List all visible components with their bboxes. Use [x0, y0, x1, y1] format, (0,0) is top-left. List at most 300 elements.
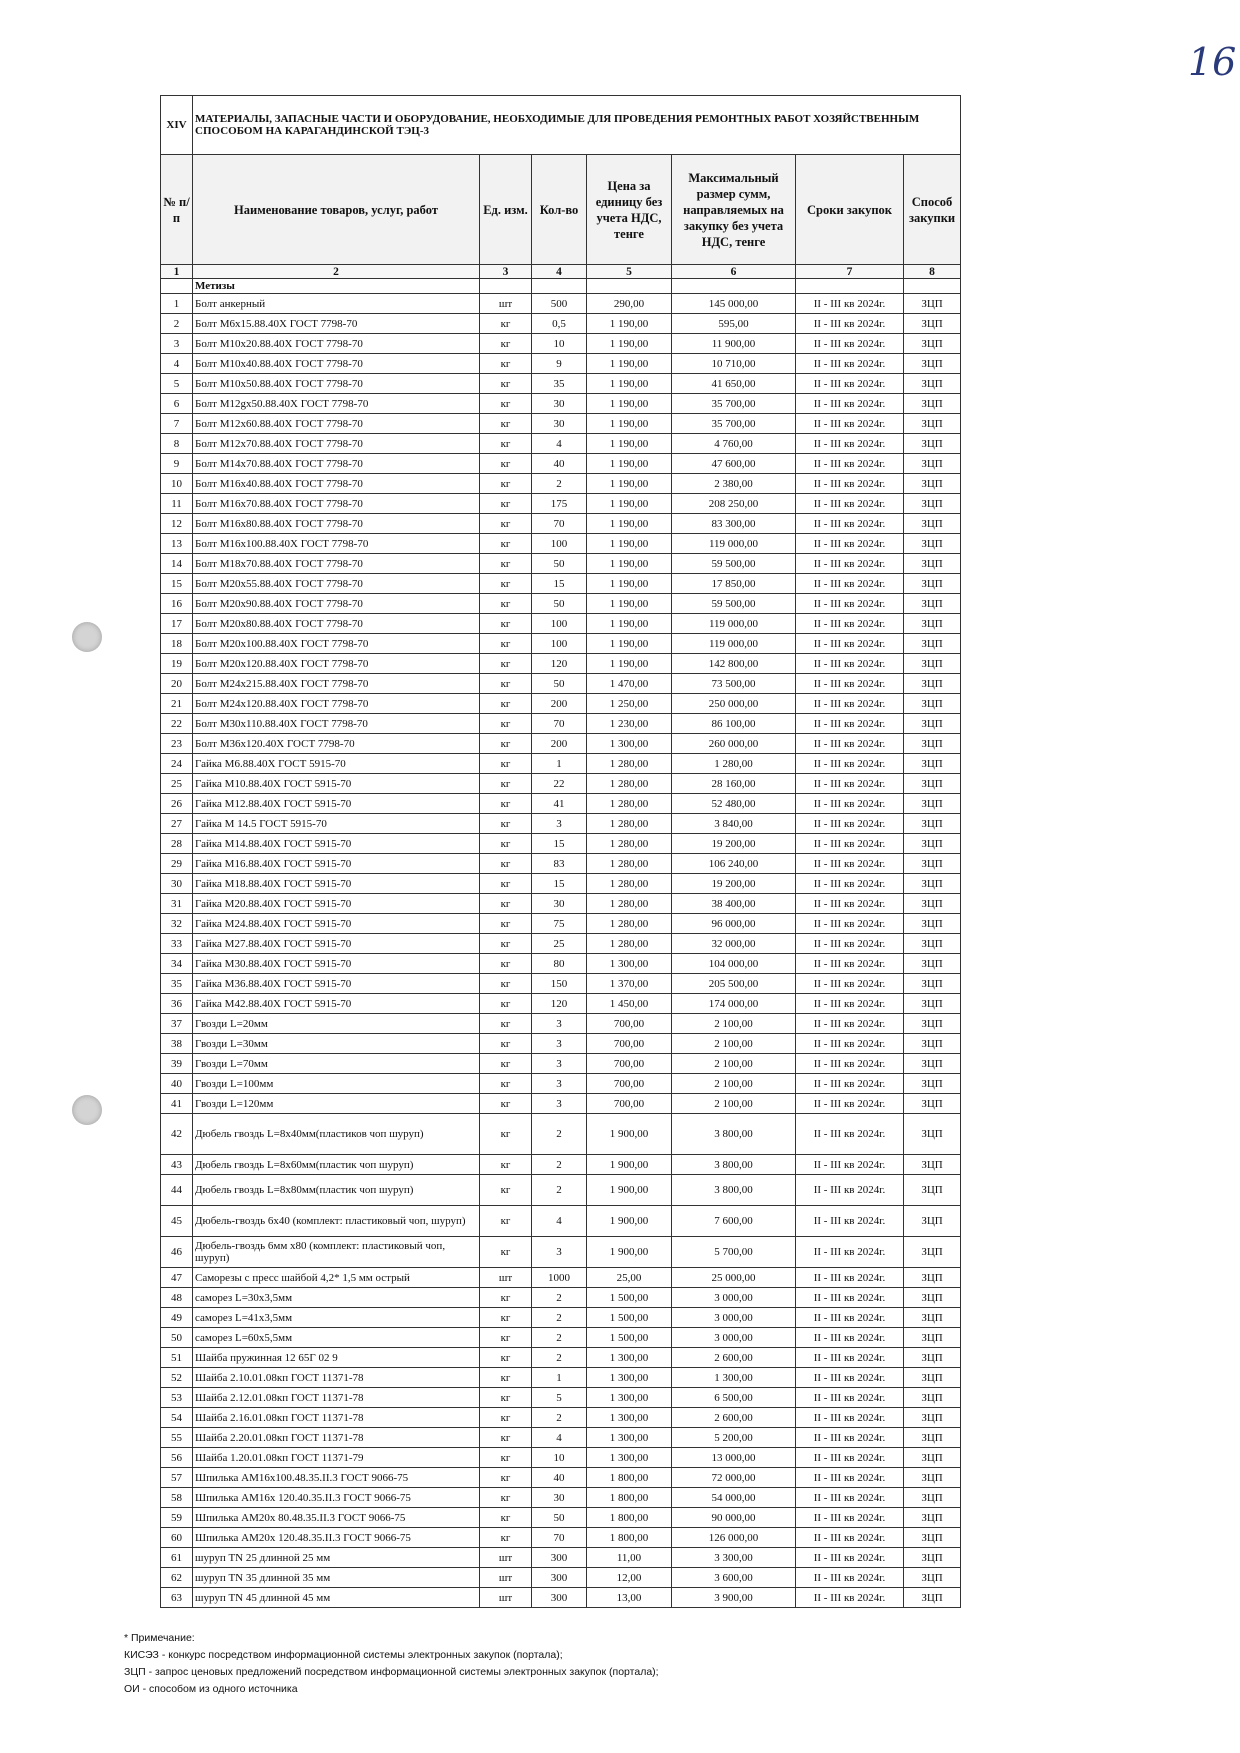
column-number: 4: [532, 265, 587, 279]
item-name: шуруп TN 25 длинной 25 мм: [193, 1548, 480, 1568]
quantity-cell: 5: [532, 1388, 587, 1408]
item-name: Болт М12gх50.88.40Х ГОСТ 7798-70: [193, 394, 480, 414]
column-number-row: [161, 265, 961, 279]
method-cell: ЗЦП: [904, 934, 961, 954]
item-name: Болт М12х70.88.40Х ГОСТ 7798-70: [193, 434, 480, 454]
unit-cell: кг: [480, 1094, 532, 1114]
method-cell: ЗЦП: [904, 1388, 961, 1408]
term-cell: II - III кв 2024г.: [796, 674, 904, 694]
price-cell: 1 190,00: [587, 394, 672, 414]
unit-cell: кг: [480, 1054, 532, 1074]
table-row: [161, 1328, 961, 1348]
item-name: Дюбель гвоздь L=8х40мм(пластиков чоп шуруп): [193, 1114, 480, 1155]
group-row: [161, 279, 961, 294]
table-row: [161, 614, 961, 634]
method-cell: ЗЦП: [904, 754, 961, 774]
price-cell: 1 190,00: [587, 514, 672, 534]
row-number: 49: [161, 1308, 193, 1328]
procurement-table: [160, 95, 961, 1608]
method-cell: ЗЦП: [904, 874, 961, 894]
price-cell: 1 300,00: [587, 1408, 672, 1428]
method-cell: ЗЦП: [904, 1468, 961, 1488]
method-cell: ЗЦП: [904, 794, 961, 814]
term-cell: II - III кв 2024г.: [796, 1508, 904, 1528]
term-cell: II - III кв 2024г.: [796, 794, 904, 814]
term-cell: II - III кв 2024г.: [796, 1568, 904, 1588]
price-cell: 1 280,00: [587, 834, 672, 854]
method-cell: ЗЦП: [904, 534, 961, 554]
unit-cell: кг: [480, 434, 532, 454]
item-name: Гайка М16.88.40Х ГОСТ 5915-70: [193, 854, 480, 874]
unit-cell: кг: [480, 534, 532, 554]
price-cell: 1 500,00: [587, 1288, 672, 1308]
item-name: Дюбель-гвоздь 6мм х80 (комплект: пластиковый чоп, шуруп): [193, 1237, 480, 1268]
unit-cell: кг: [480, 414, 532, 434]
max-sum-cell: 119 000,00: [672, 614, 796, 634]
term-cell: II - III кв 2024г.: [796, 694, 904, 714]
quantity-cell: 15: [532, 574, 587, 594]
item-name: Гвозди L=70мм: [193, 1054, 480, 1074]
unit-cell: кг: [480, 594, 532, 614]
term-cell: II - III кв 2024г.: [796, 414, 904, 434]
item-name: Шпилька АМ16х100.48.35.II.3 ГОСТ 9066-75: [193, 1468, 480, 1488]
unit-cell: кг: [480, 674, 532, 694]
price-cell: 1 280,00: [587, 934, 672, 954]
unit-cell: кг: [480, 574, 532, 594]
row-number: 33: [161, 934, 193, 954]
column-number: 3: [480, 265, 532, 279]
table-row: [161, 774, 961, 794]
item-name: Болт М16х80.88.40Х ГОСТ 7798-70: [193, 514, 480, 534]
term-cell: II - III кв 2024г.: [796, 934, 904, 954]
quantity-cell: 2: [532, 474, 587, 494]
term-cell: II - III кв 2024г.: [796, 894, 904, 914]
unit-cell: кг: [480, 374, 532, 394]
table-row: [161, 1054, 961, 1074]
item-name: Гайка М36.88.40Х ГОСТ 5915-70: [193, 974, 480, 994]
term-cell: II - III кв 2024г.: [796, 434, 904, 454]
table-row: [161, 714, 961, 734]
term-cell: II - III кв 2024г.: [796, 774, 904, 794]
unit-cell: кг: [480, 814, 532, 834]
term-cell: II - III кв 2024г.: [796, 1588, 904, 1608]
method-cell: ЗЦП: [904, 1328, 961, 1348]
table-row: [161, 1094, 961, 1114]
method-cell: ЗЦП: [904, 774, 961, 794]
unit-cell: кг: [480, 314, 532, 334]
row-number: 58: [161, 1488, 193, 1508]
row-number: 26: [161, 794, 193, 814]
method-cell: ЗЦП: [904, 574, 961, 594]
quantity-cell: 70: [532, 714, 587, 734]
table-row: [161, 1288, 961, 1308]
item-name: Гайка М30.88.40Х ГОСТ 5915-70: [193, 954, 480, 974]
table-row: [161, 1428, 961, 1448]
item-name: Болт М30х110.88.40Х ГОСТ 7798-70: [193, 714, 480, 734]
row-number: 43: [161, 1155, 193, 1175]
term-cell: II - III кв 2024г.: [796, 914, 904, 934]
unit-cell: кг: [480, 1468, 532, 1488]
max-sum-cell: 104 000,00: [672, 954, 796, 974]
unit-cell: кг: [480, 1237, 532, 1268]
method-cell: ЗЦП: [904, 714, 961, 734]
term-cell: II - III кв 2024г.: [796, 1488, 904, 1508]
term-cell: II - III кв 2024г.: [796, 1288, 904, 1308]
quantity-cell: 30: [532, 414, 587, 434]
price-cell: 1 190,00: [587, 574, 672, 594]
table-row: [161, 1034, 961, 1054]
method-cell: ЗЦП: [904, 1014, 961, 1034]
term-cell: II - III кв 2024г.: [796, 1175, 904, 1206]
price-cell: 1 300,00: [587, 1388, 672, 1408]
item-name: Болт анкерный: [193, 294, 480, 314]
header-max-sum: Максимальный размер сумм, направляемых на закупку без учета НДС, тенге: [672, 155, 796, 265]
table-row: [161, 1468, 961, 1488]
table-row: [161, 1548, 961, 1568]
quantity-cell: 1: [532, 754, 587, 774]
max-sum-cell: 25 000,00: [672, 1268, 796, 1288]
price-cell: 700,00: [587, 1034, 672, 1054]
item-name: Гайка М24.88.40Х ГОСТ 5915-70: [193, 914, 480, 934]
table-row: [161, 1568, 961, 1588]
max-sum-cell: 119 000,00: [672, 634, 796, 654]
price-cell: 1 280,00: [587, 794, 672, 814]
method-cell: ЗЦП: [904, 434, 961, 454]
term-cell: II - III кв 2024г.: [796, 354, 904, 374]
max-sum-cell: 38 400,00: [672, 894, 796, 914]
unit-cell: шт: [480, 1548, 532, 1568]
price-cell: 1 300,00: [587, 1368, 672, 1388]
row-number: 39: [161, 1054, 193, 1074]
item-name: Гайка М42.88.40Х ГОСТ 5915-70: [193, 994, 480, 1014]
term-cell: II - III кв 2024г.: [796, 854, 904, 874]
row-number: 56: [161, 1448, 193, 1468]
max-sum-cell: 3 300,00: [672, 1548, 796, 1568]
quantity-cell: 25: [532, 934, 587, 954]
table-row: [161, 1155, 961, 1175]
table-row: [161, 514, 961, 534]
table-row: [161, 1114, 961, 1155]
item-name: Болт М20х120.88.40Х ГОСТ 7798-70: [193, 654, 480, 674]
unit-cell: кг: [480, 714, 532, 734]
quantity-cell: 30: [532, 1488, 587, 1508]
row-number: 34: [161, 954, 193, 974]
max-sum-cell: 3 000,00: [672, 1328, 796, 1348]
unit-cell: кг: [480, 774, 532, 794]
term-cell: II - III кв 2024г.: [796, 554, 904, 574]
unit-cell: кг: [480, 1348, 532, 1368]
unit-cell: кг: [480, 1448, 532, 1468]
quantity-cell: 4: [532, 434, 587, 454]
price-cell: 1 450,00: [587, 994, 672, 1014]
method-cell: ЗЦП: [904, 394, 961, 414]
term-cell: II - III кв 2024г.: [796, 954, 904, 974]
method-cell: ЗЦП: [904, 914, 961, 934]
unit-cell: кг: [480, 894, 532, 914]
max-sum-cell: 54 000,00: [672, 1488, 796, 1508]
table-row: [161, 434, 961, 454]
unit-cell: кг: [480, 1528, 532, 1548]
footnote-line: КИСЭЗ - конкурс посредством информационной системы электронных закупок (портала);: [124, 1649, 563, 1661]
column-number: 8: [904, 265, 961, 279]
row-number: 5: [161, 374, 193, 394]
max-sum-cell: 35 700,00: [672, 414, 796, 434]
item-name: Болт М20х90.88.40Х ГОСТ 7798-70: [193, 594, 480, 614]
row-number: 24: [161, 754, 193, 774]
table-row: [161, 814, 961, 834]
method-cell: ЗЦП: [904, 994, 961, 1014]
term-cell: II - III кв 2024г.: [796, 1308, 904, 1328]
method-cell: ЗЦП: [904, 1568, 961, 1588]
item-name: шуруп TN 45 длинной 45 мм: [193, 1588, 480, 1608]
quantity-cell: 41: [532, 794, 587, 814]
row-number: 12: [161, 514, 193, 534]
method-cell: ЗЦП: [904, 1034, 961, 1054]
method-cell: ЗЦП: [904, 1548, 961, 1568]
group-label: Метизы: [193, 279, 480, 294]
table-row: [161, 794, 961, 814]
price-cell: 1 800,00: [587, 1508, 672, 1528]
row-number: 1: [161, 294, 193, 314]
term-cell: II - III кв 2024г.: [796, 1074, 904, 1094]
price-cell: 1 800,00: [587, 1528, 672, 1548]
item-name: Гайка М12.88.40Х ГОСТ 5915-70: [193, 794, 480, 814]
price-cell: 1 190,00: [587, 314, 672, 334]
header-row: [161, 155, 961, 265]
item-name: шуруп TN 35 длинной 35 мм: [193, 1568, 480, 1588]
item-name: Дюбель гвоздь L=8х80мм(пластик чоп шуруп): [193, 1175, 480, 1206]
price-cell: 1 500,00: [587, 1328, 672, 1348]
row-number: 30: [161, 874, 193, 894]
section-row: [161, 96, 961, 155]
unit-cell: кг: [480, 554, 532, 574]
max-sum-cell: 2 600,00: [672, 1408, 796, 1428]
punch-hole-top: [72, 622, 102, 652]
item-name: Шайба 1.20.01.08кп ГОСТ 11371-79: [193, 1448, 480, 1468]
max-sum-cell: 3 000,00: [672, 1288, 796, 1308]
header-terms: Сроки закупок: [796, 155, 904, 265]
max-sum-cell: 2 100,00: [672, 1034, 796, 1054]
unit-cell: кг: [480, 634, 532, 654]
max-sum-cell: 1 280,00: [672, 754, 796, 774]
quantity-cell: 15: [532, 834, 587, 854]
method-cell: ЗЦП: [904, 1237, 961, 1268]
unit-cell: кг: [480, 854, 532, 874]
price-cell: 1 470,00: [587, 674, 672, 694]
price-cell: 1 300,00: [587, 954, 672, 974]
table-row: [161, 754, 961, 774]
max-sum-cell: 19 200,00: [672, 874, 796, 894]
max-sum-cell: 86 100,00: [672, 714, 796, 734]
unit-cell: кг: [480, 954, 532, 974]
quantity-cell: 1: [532, 1368, 587, 1388]
item-name: Гайка М10.88.40Х ГОСТ 5915-70: [193, 774, 480, 794]
column-number: 6: [672, 265, 796, 279]
quantity-cell: 75: [532, 914, 587, 934]
max-sum-cell: 142 800,00: [672, 654, 796, 674]
price-cell: 1 900,00: [587, 1206, 672, 1237]
price-cell: 700,00: [587, 1054, 672, 1074]
term-cell: II - III кв 2024г.: [796, 534, 904, 554]
item-name: Болт М18х70.88.40Х ГОСТ 7798-70: [193, 554, 480, 574]
max-sum-cell: 595,00: [672, 314, 796, 334]
price-cell: 1 230,00: [587, 714, 672, 734]
item-name: Саморезы с пресс шайбой 4,2* 1,5 мм острый: [193, 1268, 480, 1288]
price-cell: 1 300,00: [587, 1428, 672, 1448]
row-number: 20: [161, 674, 193, 694]
table-row: [161, 534, 961, 554]
quantity-cell: 150: [532, 974, 587, 994]
max-sum-cell: 174 000,00: [672, 994, 796, 1014]
price-cell: 1 280,00: [587, 814, 672, 834]
method-cell: ЗЦП: [904, 1348, 961, 1368]
term-cell: II - III кв 2024г.: [796, 654, 904, 674]
item-name: Шайба пружинная 12 65Г 02 9: [193, 1348, 480, 1368]
item-name: Дюбель-гвоздь 6х40 (комплект: пластиковый чоп, шуруп): [193, 1206, 480, 1237]
price-cell: 1 190,00: [587, 614, 672, 634]
method-cell: ЗЦП: [904, 1175, 961, 1206]
header-num: № п/п: [161, 155, 193, 265]
quantity-cell: 3: [532, 1014, 587, 1034]
max-sum-cell: 3 000,00: [672, 1308, 796, 1328]
max-sum-cell: 13 000,00: [672, 1448, 796, 1468]
table-row: [161, 1308, 961, 1328]
max-sum-cell: 52 480,00: [672, 794, 796, 814]
method-cell: ЗЦП: [904, 334, 961, 354]
unit-cell: кг: [480, 1308, 532, 1328]
quantity-cell: 3: [532, 814, 587, 834]
unit-cell: кг: [480, 1114, 532, 1155]
quantity-cell: 2: [532, 1155, 587, 1175]
unit-cell: кг: [480, 694, 532, 714]
unit-cell: кг: [480, 354, 532, 374]
term-cell: II - III кв 2024г.: [796, 574, 904, 594]
method-cell: ЗЦП: [904, 1268, 961, 1288]
row-number: 61: [161, 1548, 193, 1568]
max-sum-cell: 2 380,00: [672, 474, 796, 494]
row-number: 57: [161, 1468, 193, 1488]
price-cell: 1 190,00: [587, 334, 672, 354]
method-cell: ЗЦП: [904, 674, 961, 694]
unit-cell: шт: [480, 1568, 532, 1588]
price-cell: 1 280,00: [587, 754, 672, 774]
table-row: [161, 1348, 961, 1368]
term-cell: II - III кв 2024г.: [796, 734, 904, 754]
method-cell: ЗЦП: [904, 954, 961, 974]
table-row: [161, 1528, 961, 1548]
quantity-cell: 3: [532, 1237, 587, 1268]
price-cell: 1 190,00: [587, 654, 672, 674]
unit-cell: кг: [480, 334, 532, 354]
method-cell: ЗЦП: [904, 1528, 961, 1548]
quantity-cell: 200: [532, 734, 587, 754]
term-cell: II - III кв 2024г.: [796, 1408, 904, 1428]
table-row: [161, 1014, 961, 1034]
price-cell: 1 190,00: [587, 594, 672, 614]
row-number: 9: [161, 454, 193, 474]
unit-cell: кг: [480, 754, 532, 774]
unit-cell: кг: [480, 1508, 532, 1528]
price-cell: 1 500,00: [587, 1308, 672, 1328]
table-row: [161, 634, 961, 654]
quantity-cell: 2: [532, 1328, 587, 1348]
item-name: Болт М16х100.88.40Х ГОСТ 7798-70: [193, 534, 480, 554]
table-row: [161, 874, 961, 894]
unit-cell: шт: [480, 1268, 532, 1288]
price-cell: 1 370,00: [587, 974, 672, 994]
quantity-cell: 0,5: [532, 314, 587, 334]
method-cell: ЗЦП: [904, 974, 961, 994]
header-method: Способ закупки: [904, 155, 961, 265]
method-cell: ЗЦП: [904, 734, 961, 754]
method-cell: ЗЦП: [904, 814, 961, 834]
method-cell: ЗЦП: [904, 1488, 961, 1508]
quantity-cell: 10: [532, 1448, 587, 1468]
table-row: [161, 354, 961, 374]
row-number: 37: [161, 1014, 193, 1034]
max-sum-cell: 72 000,00: [672, 1468, 796, 1488]
term-cell: II - III кв 2024г.: [796, 1237, 904, 1268]
footnote-line: ОИ - способом из одного источника: [124, 1683, 298, 1695]
price-cell: 700,00: [587, 1014, 672, 1034]
max-sum-cell: 145 000,00: [672, 294, 796, 314]
unit-cell: кг: [480, 1328, 532, 1348]
unit-cell: кг: [480, 1428, 532, 1448]
table-row: [161, 474, 961, 494]
max-sum-cell: 35 700,00: [672, 394, 796, 414]
table-row: [161, 914, 961, 934]
price-cell: 700,00: [587, 1094, 672, 1114]
term-cell: II - III кв 2024г.: [796, 374, 904, 394]
term-cell: II - III кв 2024г.: [796, 874, 904, 894]
quantity-cell: 83: [532, 854, 587, 874]
item-name: Гайка М14.88.40Х ГОСТ 5915-70: [193, 834, 480, 854]
method-cell: ЗЦП: [904, 594, 961, 614]
unit-cell: кг: [480, 834, 532, 854]
item-name: саморез L=60х5,5мм: [193, 1328, 480, 1348]
quantity-cell: 100: [532, 614, 587, 634]
method-cell: ЗЦП: [904, 414, 961, 434]
term-cell: II - III кв 2024г.: [796, 334, 904, 354]
price-cell: 290,00: [587, 294, 672, 314]
price-cell: 13,00: [587, 1588, 672, 1608]
table-row: [161, 454, 961, 474]
quantity-cell: 50: [532, 594, 587, 614]
row-number: 22: [161, 714, 193, 734]
item-name: Шайба 2.10.01.08кп ГОСТ 11371-78: [193, 1368, 480, 1388]
term-cell: II - III кв 2024г.: [796, 614, 904, 634]
row-number: 18: [161, 634, 193, 654]
table-row: [161, 974, 961, 994]
table-row: [161, 1074, 961, 1094]
price-cell: 1 900,00: [587, 1155, 672, 1175]
term-cell: II - III кв 2024г.: [796, 474, 904, 494]
quantity-cell: 300: [532, 1548, 587, 1568]
row-number: 28: [161, 834, 193, 854]
method-cell: ЗЦП: [904, 1094, 961, 1114]
term-cell: II - III кв 2024г.: [796, 974, 904, 994]
price-cell: 1 190,00: [587, 414, 672, 434]
method-cell: ЗЦП: [904, 894, 961, 914]
method-cell: ЗЦП: [904, 654, 961, 674]
quantity-cell: 1000: [532, 1268, 587, 1288]
row-number: 2: [161, 314, 193, 334]
max-sum-cell: 2 100,00: [672, 1074, 796, 1094]
price-cell: 1 900,00: [587, 1237, 672, 1268]
max-sum-cell: 7 600,00: [672, 1206, 796, 1237]
price-cell: 1 900,00: [587, 1114, 672, 1155]
method-cell: ЗЦП: [904, 514, 961, 534]
